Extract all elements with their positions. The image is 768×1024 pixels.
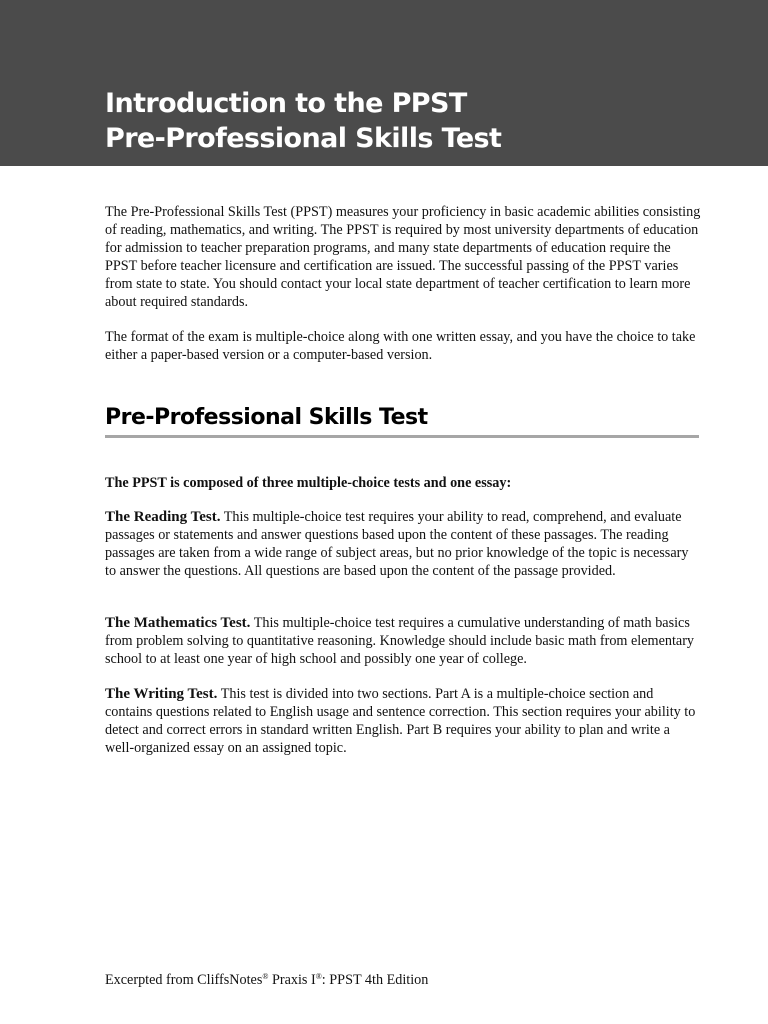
- registered-mark: ®: [262, 972, 269, 981]
- writing-test-name: The Writing Test.: [105, 686, 218, 702]
- writing-test-description: This test is divided into two sections. Part A is a multiple-choice section and contains questions related to English usage and sentence correction. This section requires your ability to detect and correct errors in standard written English. Part B requires your ability to plan and write a well-organized essay on an assigned topic.: [105, 686, 696, 756]
- footer-middle: Praxis I: [268, 972, 316, 988]
- section-title: Pre-Professional Skills Test: [105, 405, 428, 430]
- mathematics-test-name: The Mathematics Test.: [105, 615, 251, 631]
- section-divider: [105, 435, 699, 438]
- intro-paragraph-1: The Pre-Professional Skills Test (PPST) measures your proficiency in basic academic abilities consisting of reading, mathematics, and writing. The PPST is required by most university departments of education for admission to teacher preparation programs, and many state departments of education require the PPST before teacher licensure and certification are issued. The successful passing of the PPST varies from state to state. You should contact your local state department of teacher certification to learn more about required standards.: [105, 204, 701, 310]
- reading-test-paragraph: [105, 508, 701, 580]
- footer-suffix: : PPST 4th Edition: [321, 972, 429, 988]
- reading-test-description: This multiple-choice test requires your ability to read, comprehend, and evaluate passages or statements and answer questions based upon the content of these passages. The reading passages are taken from a wide range of subject areas, but no prior knowledge of the topic is necessary to answer the questions. All questions are based upon the content of the passage provided.: [105, 509, 689, 579]
- page-title: [105, 86, 501, 156]
- mathematics-test-description: This multiple-choice test requires a cumulative understanding of math basics from problem solving to quantitative reasoning. Knowledge should include basic math from elementary school to at least one year of high school and possibly one year of college.: [105, 615, 695, 667]
- page-title-line-1: Introduction to the PPST: [105, 88, 467, 119]
- page-title-line-2: Pre-Professional Skills Test: [105, 123, 502, 154]
- writing-test-paragraph: [105, 685, 701, 757]
- footer-prefix: Excerpted from CliffsNotes: [105, 972, 263, 988]
- reading-test-name: The Reading Test.: [105, 509, 221, 525]
- mathematics-test-paragraph: [105, 614, 701, 668]
- section-lead: The PPST is composed of three multiple-choice tests and one essay:: [105, 475, 512, 491]
- registered-mark-2: ®: [315, 972, 322, 981]
- footer-citation: [105, 971, 428, 989]
- intro-paragraph-2: The format of the exam is multiple-choice along with one written essay, and you have the choice to take either a paper-based version or a computer-based version.: [105, 329, 696, 363]
